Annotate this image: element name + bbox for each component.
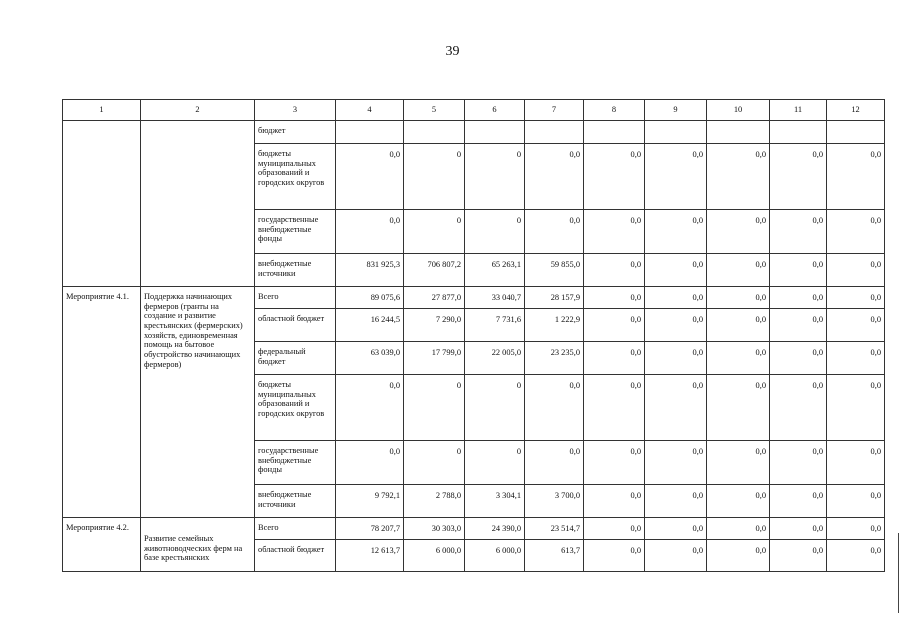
value-cell: 23 514,7 [525, 518, 584, 540]
value-cell: 0,0 [336, 375, 404, 441]
value-cell: 0,0 [707, 485, 770, 518]
source-cell: бюджет [255, 121, 336, 144]
value-cell: 17 799,0 [404, 342, 465, 375]
value-cell: 3 304,1 [465, 485, 525, 518]
table-row [63, 287, 885, 309]
value-cell: 0,0 [770, 309, 827, 342]
activity-desc-cell: Поддержка начинающих фермеров (гранты на создание и развитие крестьянских (фермерских) хозяйств, единовременная помощь на бытовое обустройство начинающих фермеров) [141, 287, 255, 518]
source-cell: бюджеты муниципальных образований и городских округов [255, 375, 336, 441]
header-cell: 1 [63, 100, 141, 121]
value-cell: 1 222,9 [525, 309, 584, 342]
value-cell [770, 121, 827, 144]
value-cell: 0,0 [827, 309, 885, 342]
value-cell: 0,0 [770, 518, 827, 540]
header-cell: 11 [770, 100, 827, 121]
value-cell: 0,0 [584, 287, 645, 309]
source-cell: государственные внебюджетные фонды [255, 210, 336, 254]
value-cell: 0,0 [827, 518, 885, 540]
value-cell: 0,0 [525, 210, 584, 254]
value-cell: 0,0 [584, 485, 645, 518]
value-cell: 0,0 [336, 210, 404, 254]
value-cell: 0 [465, 210, 525, 254]
value-cell: 0,0 [707, 375, 770, 441]
value-cell: 3 700,0 [525, 485, 584, 518]
value-cell: 2 788,0 [404, 485, 465, 518]
value-cell: 24 390,0 [465, 518, 525, 540]
header-cell: 8 [584, 100, 645, 121]
value-cell: 0,0 [770, 144, 827, 210]
value-cell: 65 263,1 [465, 254, 525, 287]
value-cell [707, 121, 770, 144]
value-cell: 16 244,5 [336, 309, 404, 342]
activity-label-cell [63, 121, 141, 287]
value-cell: 0,0 [336, 441, 404, 485]
value-cell: 22 005,0 [465, 342, 525, 375]
value-cell: 0,0 [827, 254, 885, 287]
value-cell: 0,0 [584, 518, 645, 540]
value-cell: 0,0 [770, 540, 827, 572]
header-cell: 4 [336, 100, 404, 121]
value-cell: 0,0 [827, 342, 885, 375]
header-cell: 7 [525, 100, 584, 121]
source-cell: государственные внебюджетные фонды [255, 441, 336, 485]
value-cell: 0,0 [584, 309, 645, 342]
activity-desc-cell: Развитие семейных животноводческих ферм на базе крестьянских [141, 518, 255, 572]
header-cell: 2 [141, 100, 255, 121]
value-cell: 7 731,6 [465, 309, 525, 342]
activity-label-cell: Мероприятие 4.2. [63, 518, 141, 572]
value-cell: 28 157,9 [525, 287, 584, 309]
value-cell: 0,0 [770, 485, 827, 518]
value-cell: 0,0 [770, 375, 827, 441]
value-cell: 89 075,6 [336, 287, 404, 309]
value-cell: 23 235,0 [525, 342, 584, 375]
value-cell: 0,0 [645, 375, 707, 441]
value-cell: 0,0 [707, 210, 770, 254]
table-row [63, 121, 885, 144]
header-cell: 10 [707, 100, 770, 121]
page-number: 39 [445, 44, 460, 59]
value-cell: 0 [465, 144, 525, 210]
value-cell [465, 121, 525, 144]
value-cell: 0,0 [645, 254, 707, 287]
value-cell: 30 303,0 [404, 518, 465, 540]
value-cell: 0,0 [645, 540, 707, 572]
header-cell: 9 [645, 100, 707, 121]
budget-table [62, 99, 885, 572]
value-cell: 0,0 [584, 441, 645, 485]
value-cell: 0,0 [584, 375, 645, 441]
value-cell [404, 121, 465, 144]
value-cell: 0 [465, 375, 525, 441]
source-cell: Всего [255, 518, 336, 540]
value-cell: 0,0 [770, 342, 827, 375]
value-cell: 33 040,7 [465, 287, 525, 309]
value-cell: 63 039,0 [336, 342, 404, 375]
value-cell: 12 613,7 [336, 540, 404, 572]
value-cell: 0,0 [584, 210, 645, 254]
header-cell: 12 [827, 100, 885, 121]
header-cell: 6 [465, 100, 525, 121]
value-cell: 0,0 [584, 342, 645, 375]
value-cell: 0,0 [525, 144, 584, 210]
value-cell: 0,0 [770, 441, 827, 485]
header-cell: 3 [255, 100, 336, 121]
value-cell: 9 792,1 [336, 485, 404, 518]
value-cell: 0,0 [645, 342, 707, 375]
value-cell: 0,0 [645, 309, 707, 342]
value-cell: 0,0 [707, 309, 770, 342]
source-cell: областной бюджет [255, 309, 336, 342]
value-cell: 0 [465, 441, 525, 485]
value-cell: 0,0 [707, 342, 770, 375]
value-cell [645, 121, 707, 144]
value-cell: 0,0 [707, 540, 770, 572]
scan-edge-line [898, 533, 899, 613]
value-cell [525, 121, 584, 144]
source-cell: Всего [255, 287, 336, 309]
value-cell: 0 [404, 144, 465, 210]
value-cell: 0,0 [645, 441, 707, 485]
header-cell: 5 [404, 100, 465, 121]
value-cell: 0,0 [645, 485, 707, 518]
value-cell: 0,0 [770, 210, 827, 254]
value-cell: 0,0 [645, 144, 707, 210]
value-cell: 0,0 [336, 144, 404, 210]
value-cell: 831 925,3 [336, 254, 404, 287]
value-cell: 59 855,0 [525, 254, 584, 287]
value-cell: 0,0 [827, 485, 885, 518]
value-cell [336, 121, 404, 144]
value-cell: 0,0 [827, 375, 885, 441]
value-cell: 0,0 [584, 540, 645, 572]
value-cell: 0,0 [645, 287, 707, 309]
value-cell: 78 207,7 [336, 518, 404, 540]
value-cell: 6 000,0 [404, 540, 465, 572]
value-cell: 0,0 [770, 287, 827, 309]
value-cell: 0,0 [645, 210, 707, 254]
source-cell: областной бюджет [255, 540, 336, 572]
value-cell: 0,0 [827, 210, 885, 254]
value-cell: 0 [404, 375, 465, 441]
value-cell: 0 [404, 441, 465, 485]
value-cell: 0,0 [645, 518, 707, 540]
value-cell: 7 290,0 [404, 309, 465, 342]
value-cell: 0 [404, 210, 465, 254]
value-cell: 0,0 [770, 254, 827, 287]
value-cell: 0,0 [525, 441, 584, 485]
value-cell [584, 121, 645, 144]
value-cell: 0,0 [584, 144, 645, 210]
value-cell: 0,0 [707, 518, 770, 540]
value-cell [827, 121, 885, 144]
value-cell: 0,0 [827, 441, 885, 485]
table-row [63, 518, 885, 540]
source-cell: федеральный бюджет [255, 342, 336, 375]
activity-label-cell: Мероприятие 4.1. [63, 287, 141, 518]
value-cell: 6 000,0 [465, 540, 525, 572]
source-cell: внебюджетные источники [255, 485, 336, 518]
value-cell: 0,0 [707, 144, 770, 210]
source-cell: бюджеты муниципальных образований и городских округов [255, 144, 336, 210]
value-cell: 706 807,2 [404, 254, 465, 287]
value-cell: 0,0 [707, 441, 770, 485]
value-cell: 27 877,0 [404, 287, 465, 309]
value-cell: 613,7 [525, 540, 584, 572]
activity-desc-cell [141, 121, 255, 287]
source-cell: внебюджетные источники [255, 254, 336, 287]
value-cell: 0,0 [525, 375, 584, 441]
value-cell: 0,0 [707, 287, 770, 309]
value-cell: 0,0 [707, 254, 770, 287]
value-cell: 0,0 [827, 540, 885, 572]
value-cell: 0,0 [827, 144, 885, 210]
value-cell: 0,0 [584, 254, 645, 287]
header-row [63, 100, 885, 121]
value-cell: 0,0 [827, 287, 885, 309]
